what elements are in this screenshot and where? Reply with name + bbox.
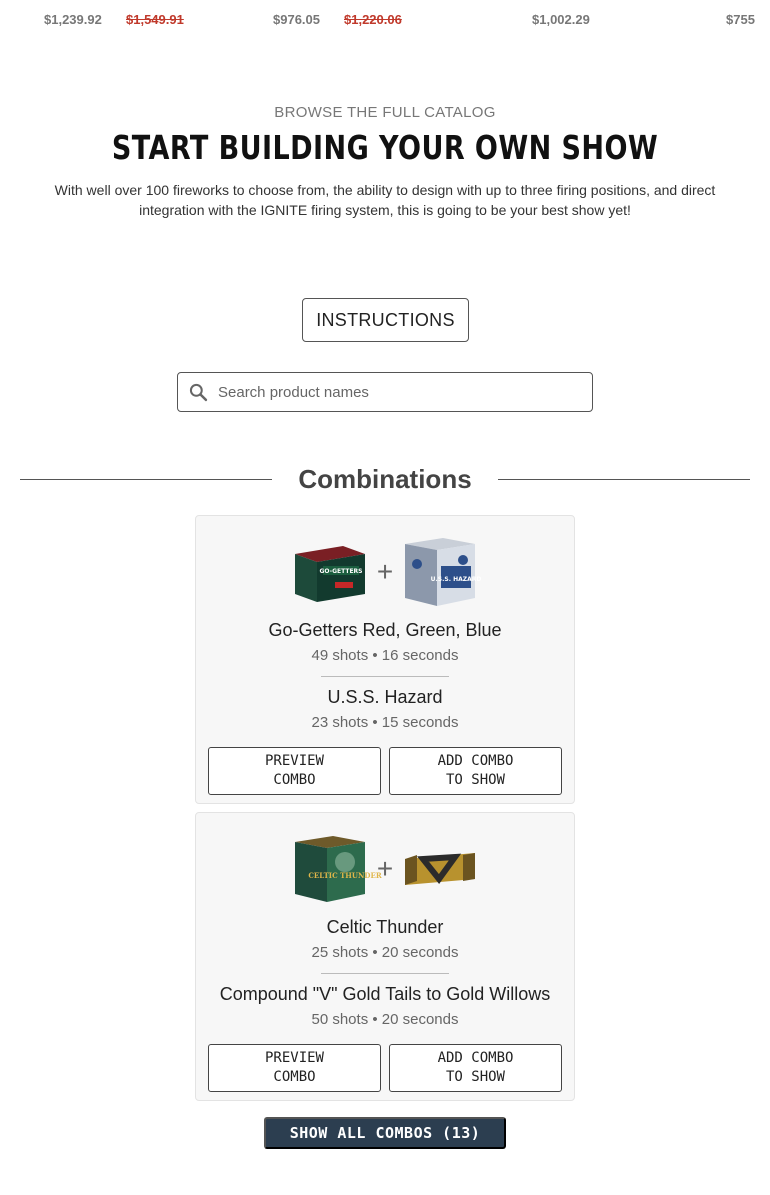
product-price: $1,239.92	[44, 12, 102, 27]
product-price: $976.05	[273, 12, 320, 27]
product-meta: 23 shots • 15 seconds	[311, 714, 459, 731]
combo-card	[195, 515, 575, 804]
product-image-compound-v[interactable]	[403, 849, 477, 889]
preview-combo-button[interactable]: PREVIEW COMBO	[208, 1044, 381, 1092]
product-meta: 25 shots • 20 seconds	[311, 944, 459, 961]
divider	[321, 973, 449, 974]
product-name: Celtic Thunder	[326, 917, 444, 937]
divider	[20, 479, 272, 480]
product-old-price: $1,549.91	[126, 12, 184, 27]
search-input[interactable]	[218, 374, 592, 410]
product-price: $1,002.29	[532, 12, 590, 27]
combinations-heading	[20, 460, 750, 498]
show-all-combos-button[interactable]: SHOW ALL COMBOS (13)	[264, 1117, 506, 1149]
catalog-eyebrow: BROWSE THE FULL CATALOG	[274, 104, 496, 121]
product-name: U.S.S. Hazard	[327, 687, 443, 707]
add-combo-button[interactable]: ADD COMBO TO SHOW	[389, 747, 562, 795]
product-old-price: $1,220.06	[344, 12, 402, 27]
add-combo-button[interactable]: ADD COMBO TO SHOW	[389, 1044, 562, 1092]
divider	[498, 479, 750, 480]
product-image-celtic-thunder[interactable]	[293, 834, 382, 904]
plus-icon: +	[376, 853, 394, 884]
product-meta: 49 shots • 16 seconds	[311, 647, 459, 664]
svg-text:CELTIC THUNDER: CELTIC THUNDER	[308, 871, 382, 880]
svg-text:U.S.S. HAZARD: U.S.S. HAZARD	[430, 576, 482, 583]
combo-images	[196, 813, 574, 913]
product-name: Compound "V" Gold Tails to Gold Willows	[219, 984, 551, 1004]
instructions-button[interactable]: INSTRUCTIONS	[302, 298, 469, 342]
section-title: Combinations	[298, 463, 472, 494]
product-image-uss-hazard[interactable]	[403, 536, 482, 608]
page-headline: START BUILDING YOUR OWN SHOW	[111, 128, 659, 167]
product-price: $755	[726, 12, 755, 27]
plus-icon: +	[376, 556, 394, 587]
combo-buttons	[196, 1044, 574, 1092]
product-image-go-getters[interactable]	[293, 540, 367, 604]
search-icon	[178, 373, 218, 411]
intro-text: With well over 100 fireworks to choose from, the ability to design with up to three firing positions, and direct integration with the IGNITE firing system, this is going to be your best show yet!	[54, 182, 716, 218]
product-meta: 50 shots • 20 seconds	[311, 1011, 459, 1028]
price-strip	[0, 0, 770, 40]
svg-text:GO-GETTERS: GO-GETTERS	[319, 568, 363, 575]
combo-images	[196, 516, 574, 616]
search-box	[177, 372, 593, 412]
product-name: Go-Getters Red, Green, Blue	[268, 620, 502, 640]
combo-card	[195, 812, 575, 1101]
preview-combo-button[interactable]: PREVIEW COMBO	[208, 747, 381, 795]
combo-buttons	[196, 747, 574, 795]
divider	[321, 676, 449, 677]
